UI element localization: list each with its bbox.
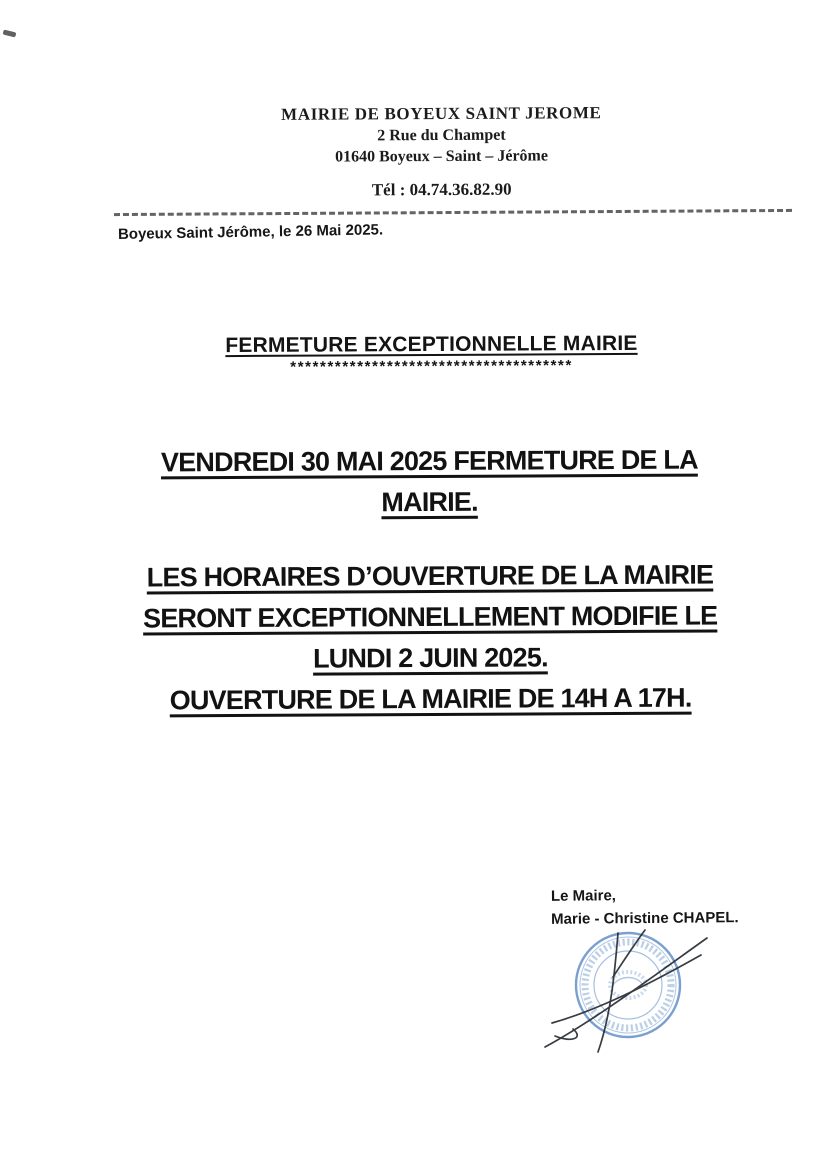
org-name: MAIRIE DE BOYEUX SAINT JEROME [281,103,602,124]
paragraph-1 [129,439,729,524]
paragraph-2 [130,554,731,680]
notice-title: FERMETURE EXCEPTIONNELLE MAIRIE [225,331,638,358]
title-stars: ************************************** [290,357,573,376]
signature-scribble [545,930,707,1052]
notice-title-block [18,331,827,377]
notice-line: LES HORAIRES D’OUVERTURE DE LA MAIRIE [146,559,714,593]
phone-line: Tél : 04.74.36.82.90 [371,179,512,200]
letterhead [28,102,827,202]
notice-line: MAIRIE. [381,486,478,518]
paragraph-3 [131,677,731,721]
notice-line: OUVERTURE DE LA MAIRIE DE 14H A 17H. [169,682,692,716]
mairie-stamp [576,933,680,1037]
signer-role: Le Maire, [550,887,617,905]
date-line: Boyeux Saint Jérôme, le 26 Mai 2025. [117,221,384,243]
scan-artifact [3,30,17,38]
address-line-1: 2 Rue du Champet [377,126,506,145]
stamp-and-signature [525,915,735,1063]
closure-notice [129,439,730,721]
notice-line: LUNDI 2 JUIN 2025. [312,642,548,674]
notice-line: VENDREDI 30 MAI 2025 FERMETURE DE LA [160,444,698,478]
signer-name: Marie - Christine CHAPEL. [551,909,739,928]
dashed-divider [114,209,792,216]
address-line-2: 01640 Boyeux – Saint – Jérôme [335,147,549,166]
notice-line: SERONT EXCEPTIONNELLEMENT MODIFIE LE [142,600,718,634]
